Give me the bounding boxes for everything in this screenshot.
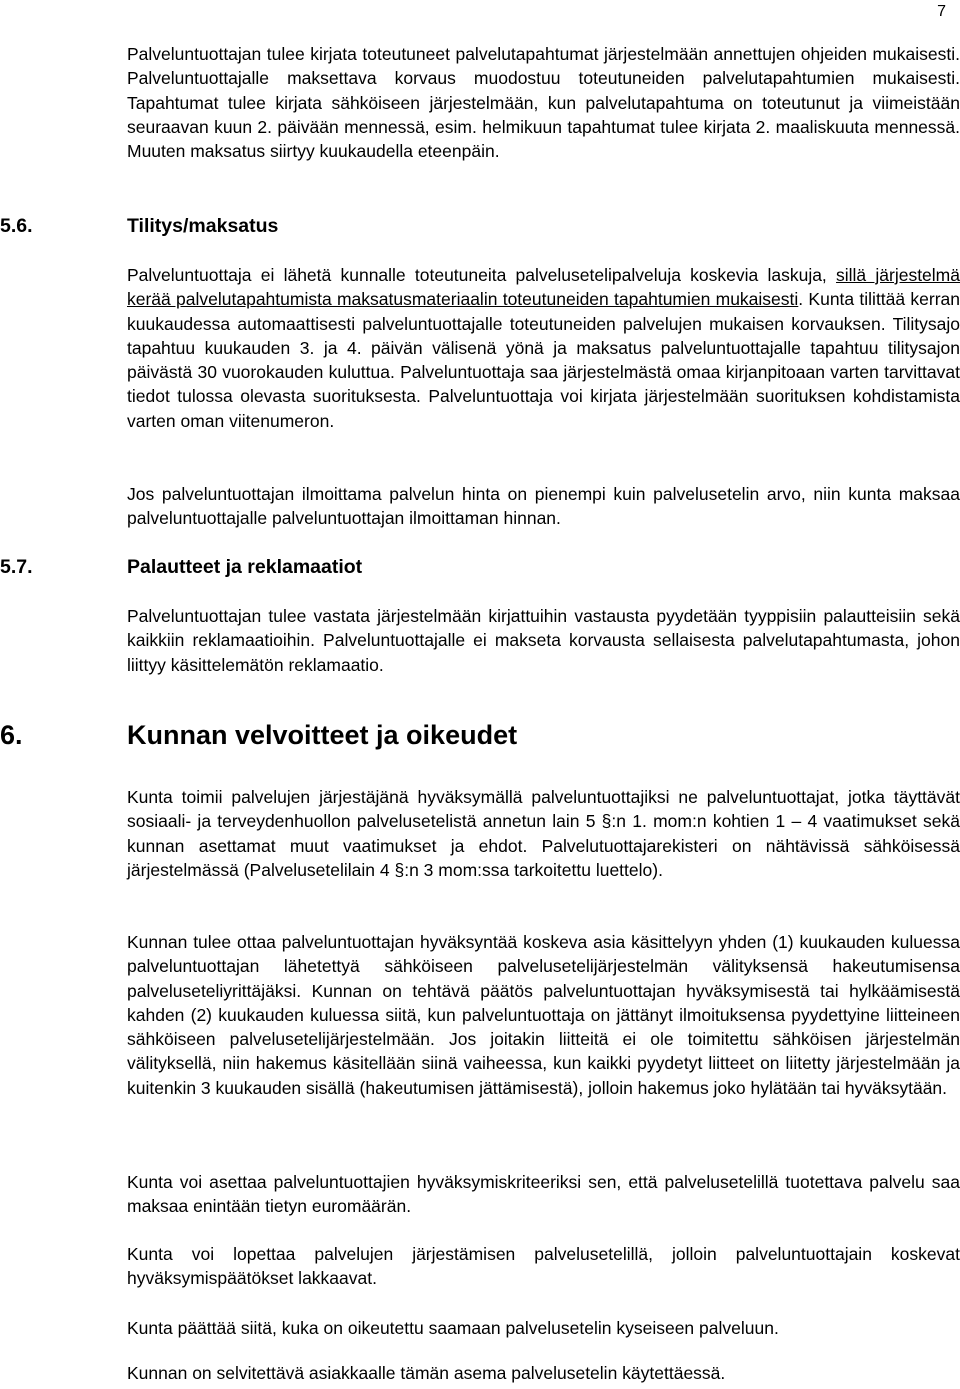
tilitys-paragraph-2: Jos palveluntuottajan ilmoittama palvelun hinta on pienempi kuin palvelusetelin arvo, niin kunta maksaa palveluntuottajalle palveluntuottajan ilmoittaman hinnan.	[127, 484, 960, 529]
chapter-number: 6.	[0, 720, 23, 750]
section-number: 5.7.	[0, 556, 33, 578]
intro-paragraph: Palveluntuottajan tulee kirjata toteutuneet palvelutapahtumat järjestelmään annettujen ohjeiden mukaisesti. Palveluntuottajalle maksettava korvaus muodostuu toteutuneiden palvelutapahtumien mukaisesti. Tapahtumat tulee kirjata sähköiseen järjestelmään, kun palvelutapahtuma on toteutunut ja viimeistään seuraavan kuun 2. päivään mennessä, esim. helmikuun tapahtumat tulee kirjata 2. maaliskuuta mennessä. Muuten maksatus siirtyy kuukaudella eteenpäin.	[127, 44, 960, 162]
underlined-text: sillä järjestelmä kerää palvelutapahtumista maksatusmateriaalin toteutuneiden tapahtumien mukaisesti	[127, 265, 960, 310]
tilitys-paragraph-1: Palveluntuottaja ei lähetä kunnalle toteutuneita palvelusetelipalveluja koskevia laskuja, sillä järjestelmä kerää palvelutapahtumista maksatusmateriaalin toteutuneiden tapahtumien mukaisesti. Kunta tilittää kerran kuukaudessa automaattisesti palveluntuottajalle toteutuneiden palvelujen mukaisen korvauksen. Tilitysajo tapahtuu kuukauden 3. ja 4. päivän välisenä yönä ja maksatus palveluntuottajalle tapahtuu tilitysajon päivästä 30 vuorokauden kuluttua. Palveluntuottaja saa järjestelmästä omaa kirjanpitoaan varten tarvittavat tiedot tulossa olevasta suorituksesta. Palveluntuottaja voi kirjata järjestelmään suorituksen kohdistamista varten oman viitenumeron.	[127, 265, 960, 431]
kunnan-paragraph-3: Kunta voi asettaa palveluntuottajien hyväksymiskriteeriksi sen, että palvelusetelillä tuotettava palvelu saa maksaa enintään tietyn euromäärän.	[127, 1172, 960, 1217]
section-title: Palautteet ja reklamaatiot	[127, 556, 363, 578]
page-number: 7	[937, 3, 946, 20]
kunnan-paragraph-5: Kunta päättää siitä, kuka on oikeutettu saamaan palvelusetelin kyseiseen palveluun.	[127, 1318, 779, 1338]
section-title: Tilitys/maksatus	[127, 215, 279, 237]
palautteet-paragraph: Palveluntuottajan tulee vastata järjestelmään kirjattuihin vastausta pyydetään tyyppisiin palautteisiin sekä kaikkiin reklamaatioihin. Palveluntuottajalle ei makseta korvausta sellaisesta palvelutapahtumasta, johon liittyy käsittelemätön reklamaatio.	[127, 606, 960, 675]
kunnan-paragraph-4: Kunta voi lopettaa palvelujen järjestämisen palvelusetelillä, jolloin palveluntuottajain koskevat hyväksymispäätökset lakkaavat.	[127, 1244, 960, 1289]
kunnan-paragraph-2: Kunnan tulee ottaa palveluntuottajan hyväksyntää koskeva asia käsittelyyn yhden (1) kuukauden kuluessa palveluntuottajan lähetettyä sähköiseen palvelusetelijärjestelmän välityksensä hakeutumisensa palveluseteliyrittäjäksi. Kunnan on tehtävä päätös palveluntuottajan hyväksymisestä tai hylkäämisestä kahden (2) kuukauden kuluessa siitä, kun palveluntuottaja on jättänyt ilmoituksensa pyydettyine liitteineen sähköiseen palvelusetelijärjestelmään. Jos joitakin liitteitä ei ole toimitettu sähköisen järjestelmän välityksellä, niin hakemus käsitellään siinä vaiheessa, kun kaikki pyydetyt liitteet on liitetty järjestelmään ja kuitenkin 3 kuukauden sisällä (hakeutumisen jättämisestä), jolloin hakemus joko hylätään tai hyväksytään.	[127, 932, 960, 1098]
kunnan-paragraph-1: Kunta toimii palvelujen järjestäjänä hyväksymällä palveluntuottajiksi ne palveluntuottajat, jotka täyttävät sosiaali- ja terveydenhuollon palvelusetelistä annetun lain 5 §:n 1. mom:n kohtien 1 – 4 vaatimukset sekä kunnan asettamat muut vaatimukset ja ehdot. Palvelutuottajarekisteri on nähtävissä sähköisessä järjestelmässä (Palvelusetelilain 4 §:n 3 mom:ssa tarkoitettu luettelo).	[127, 787, 960, 880]
chapter-title: Kunnan velvoitteet ja oikeudet	[127, 720, 518, 750]
kunnan-paragraph-6: Kunnan on selvitettävä asiakkaalle tämän asema palvelusetelin käytettäessä.	[127, 1363, 726, 1383]
section-number: 5.6.	[0, 215, 33, 237]
